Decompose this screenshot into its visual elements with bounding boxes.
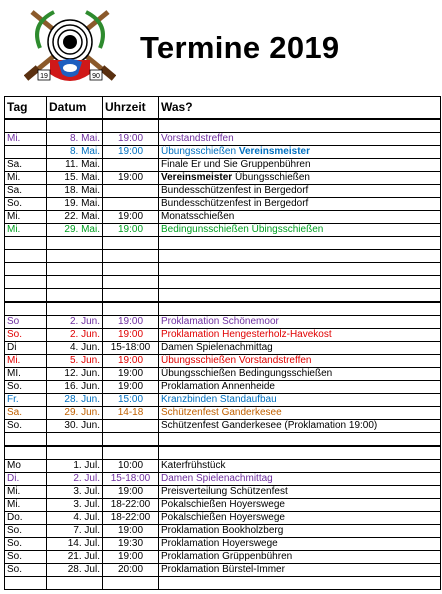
svg-text:90: 90	[92, 73, 100, 80]
header-uhrzeit: Uhrzeit	[103, 97, 159, 120]
cell-datum: 11. Mai.	[47, 159, 103, 172]
table-row	[5, 133, 441, 146]
cell-datum: 4. Jun.	[47, 342, 103, 355]
cell-tag: Mi.	[5, 172, 47, 185]
cell-was	[159, 460, 441, 473]
table-row	[5, 329, 441, 342]
event-text: Übungsschießen	[234, 172, 310, 183]
cell-tag: Mi.	[5, 355, 47, 368]
cell-datum: 15. Mai.	[47, 172, 103, 185]
cell-uhrzeit	[103, 276, 159, 289]
table-row	[5, 538, 441, 551]
cell-uhrzeit: 15-18:00	[103, 473, 159, 486]
cell-uhrzeit: 19:00	[103, 224, 159, 237]
cell-uhrzeit: 10:00	[103, 460, 159, 473]
cell-datum	[47, 263, 103, 276]
cell-was	[159, 577, 441, 590]
cell-tag: Do.	[5, 512, 47, 525]
cell-was	[159, 263, 441, 276]
cell-datum	[47, 433, 103, 447]
cell-tag: Di.	[5, 473, 47, 486]
table-row	[5, 198, 441, 211]
cell-uhrzeit: 19:00	[103, 525, 159, 538]
club-crest-icon	[24, 4, 116, 90]
cell-uhrzeit	[103, 433, 159, 447]
table-row	[5, 460, 441, 473]
cell-uhrzeit	[103, 577, 159, 590]
table-row	[5, 159, 441, 172]
event-text: Vorstandstreffen	[161, 133, 234, 144]
cell-tag: Mo	[5, 460, 47, 473]
club-logo	[24, 4, 116, 90]
event-text: Finale Er und Sie Gruppenbühren	[161, 159, 311, 170]
schedule-table	[4, 96, 441, 590]
cell-was	[159, 289, 441, 303]
event-text: Bedingunsschießen Übingsschießen	[161, 224, 324, 235]
header-tag: Tag	[5, 97, 47, 120]
event-text: Monatsschießen	[161, 211, 235, 222]
event-text: Proklamation Grüppenbühren	[161, 551, 293, 562]
table-row	[5, 486, 441, 499]
cell-uhrzeit	[103, 289, 159, 303]
schedule-sheet	[4, 96, 440, 590]
cell-uhrzeit: 14-18	[103, 407, 159, 420]
cell-tag: So	[5, 316, 47, 329]
cell-tag: Fr.	[5, 394, 47, 407]
cell-tag: So.	[5, 551, 47, 564]
cell-tag: Sa.	[5, 159, 47, 172]
cell-tag	[5, 237, 47, 250]
cell-datum: 30. Jun.	[47, 420, 103, 433]
cell-uhrzeit: 15-18:00	[103, 342, 159, 355]
cell-datum: 28. Jun.	[47, 394, 103, 407]
header-datum: Datum	[47, 97, 103, 120]
cell-was	[159, 302, 441, 316]
cell-tag: So.	[5, 381, 47, 394]
event-highlight: Vereinsmeister	[161, 172, 233, 183]
cell-tag	[5, 263, 47, 276]
cell-uhrzeit: 19:00	[103, 133, 159, 146]
cell-datum: 8. Mai.	[47, 146, 103, 159]
cell-tag: MI.	[5, 368, 47, 381]
table-row	[5, 525, 441, 538]
event-text: Pokalschießen Hoyerswege	[161, 499, 285, 510]
cell-tag: Sa.	[5, 407, 47, 420]
cell-datum: 21. Jul.	[47, 551, 103, 564]
cell-datum: 14. Jul.	[47, 538, 103, 551]
cell-was	[159, 407, 441, 420]
event-text: Bundesschützenfest in Bergedorf	[161, 198, 309, 209]
cell-was	[159, 119, 441, 133]
cell-was	[159, 133, 441, 146]
table-row	[5, 224, 441, 237]
cell-tag: So.	[5, 564, 47, 577]
table-row	[5, 499, 441, 512]
table-row	[5, 263, 441, 276]
table-row	[5, 577, 441, 590]
cell-datum: 3. Jul.	[47, 499, 103, 512]
cell-tag	[5, 577, 47, 590]
cell-uhrzeit: 19:30	[103, 538, 159, 551]
cell-tag: So.	[5, 329, 47, 342]
cell-uhrzeit	[103, 237, 159, 250]
cell-was	[159, 512, 441, 525]
cell-datum	[47, 302, 103, 316]
cell-was	[159, 342, 441, 355]
table-row	[5, 368, 441, 381]
cell-uhrzeit	[103, 263, 159, 276]
event-text: Übungsschießen Vorstandstreffen	[161, 355, 312, 366]
table-row	[5, 172, 441, 185]
cell-tag: Mi.	[5, 133, 47, 146]
cell-was	[159, 525, 441, 538]
cell-uhrzeit: 19:00	[103, 146, 159, 159]
cell-datum: 3. Jul.	[47, 486, 103, 499]
cell-tag	[5, 276, 47, 289]
cell-datum: 18. Mai.	[47, 185, 103, 198]
table-row	[5, 342, 441, 355]
cell-tag: Di	[5, 342, 47, 355]
table-row	[5, 119, 441, 133]
event-text: Bundesschützenfest in Bergedorf	[161, 185, 309, 196]
table-row	[5, 473, 441, 486]
cell-datum: 12. Jun.	[47, 368, 103, 381]
table-row	[5, 407, 441, 420]
table-row	[5, 381, 441, 394]
table-row	[5, 146, 441, 159]
cell-uhrzeit: 19:00	[103, 551, 159, 564]
cell-tag	[5, 289, 47, 303]
table-row	[5, 446, 441, 460]
cell-uhrzeit	[103, 159, 159, 172]
event-text: Proklamation Bürstel-Immer	[161, 564, 285, 575]
cell-uhrzeit	[103, 198, 159, 211]
event-text: Pokalschießen Hoyerswege	[161, 512, 285, 523]
cell-datum	[47, 237, 103, 250]
cell-datum: 5. Jun.	[47, 355, 103, 368]
table-row	[5, 302, 441, 316]
cell-uhrzeit	[103, 119, 159, 133]
cell-datum: 7. Jul.	[47, 525, 103, 538]
cell-was	[159, 394, 441, 407]
cell-datum: 28. Jul.	[47, 564, 103, 577]
cell-uhrzeit	[103, 250, 159, 263]
cell-datum: 16. Jun.	[47, 381, 103, 394]
cell-datum: 29. Jun.	[47, 407, 103, 420]
cell-was	[159, 433, 441, 447]
cell-uhrzeit: 19:00	[103, 368, 159, 381]
cell-uhrzeit	[103, 420, 159, 433]
cell-datum: 29. Mai.	[47, 224, 103, 237]
cell-was	[159, 355, 441, 368]
cell-was	[159, 146, 441, 159]
cell-uhrzeit: 19:00	[103, 355, 159, 368]
cell-was	[159, 159, 441, 172]
svg-text:19: 19	[40, 73, 48, 80]
cell-uhrzeit: 19:00	[103, 211, 159, 224]
cell-tag	[5, 433, 47, 447]
cell-was	[159, 564, 441, 577]
cell-tag: Mi.	[5, 224, 47, 237]
table-row	[5, 185, 441, 198]
cell-tag: Mi.	[5, 486, 47, 499]
cell-was	[159, 538, 441, 551]
cell-datum	[47, 446, 103, 460]
cell-tag	[5, 302, 47, 316]
cell-uhrzeit	[103, 185, 159, 198]
cell-was	[159, 499, 441, 512]
event-text: Schützenfest Ganderkesee	[161, 407, 282, 418]
header-row	[5, 97, 441, 120]
table-row	[5, 316, 441, 329]
cell-tag: So.	[5, 538, 47, 551]
cell-datum	[47, 250, 103, 263]
table-row	[5, 394, 441, 407]
cell-was	[159, 473, 441, 486]
event-text: Damen Spielenachmittag	[161, 342, 273, 353]
cell-tag: So.	[5, 420, 47, 433]
table-row	[5, 289, 441, 303]
event-text: Proklamation Bookholzberg	[161, 525, 284, 536]
cell-tag: So.	[5, 525, 47, 538]
table-row	[5, 211, 441, 224]
table-row	[5, 512, 441, 525]
table-row	[5, 237, 441, 250]
cell-was	[159, 551, 441, 564]
event-text: Proklamation Annenheide	[161, 381, 275, 392]
event-text: Proklamation Hoyerswege	[161, 538, 278, 549]
cell-uhrzeit: 18-22:00	[103, 512, 159, 525]
cell-was	[159, 446, 441, 460]
event-text: Damen Spielenachmittag	[161, 473, 273, 484]
event-text: Übungsschießen Bedingungsschießen	[161, 368, 333, 379]
cell-datum	[47, 276, 103, 289]
cell-was	[159, 276, 441, 289]
cell-was	[159, 198, 441, 211]
cell-datum	[47, 119, 103, 133]
table-row	[5, 420, 441, 433]
cell-was	[159, 316, 441, 329]
cell-datum: 2. Jun.	[47, 329, 103, 342]
cell-was	[159, 368, 441, 381]
page-title: Termine 2019	[140, 30, 340, 65]
event-text: Übungsschießen	[161, 146, 237, 157]
cell-uhrzeit: 19:00	[103, 172, 159, 185]
table-row	[5, 564, 441, 577]
table-row	[5, 276, 441, 289]
event-text: Proklamation Schönemoor	[161, 316, 279, 327]
cell-was	[159, 211, 441, 224]
cell-datum: 22. Mai.	[47, 211, 103, 224]
cell-datum: 1. Jul.	[47, 460, 103, 473]
cell-was	[159, 172, 441, 185]
cell-uhrzeit: 18-22:00	[103, 499, 159, 512]
table-row	[5, 250, 441, 263]
event-text: Proklamation Hengesterholz-Havekost	[161, 329, 332, 340]
cell-tag: So.	[5, 198, 47, 211]
table-row	[5, 551, 441, 564]
cell-was	[159, 224, 441, 237]
event-highlight: Vereinsmeister	[238, 146, 310, 157]
cell-tag: Mi.	[5, 211, 47, 224]
cell-was	[159, 185, 441, 198]
cell-was	[159, 329, 441, 342]
cell-uhrzeit: 19:00	[103, 329, 159, 342]
event-text: Katerfrühstück	[161, 460, 226, 471]
event-text: Preisverteilung Schützenfest	[161, 486, 288, 497]
table-row	[5, 433, 441, 447]
cell-uhrzeit: 15:00	[103, 394, 159, 407]
cell-was	[159, 420, 441, 433]
cell-tag	[5, 119, 47, 133]
cell-was	[159, 250, 441, 263]
cell-datum	[47, 289, 103, 303]
header-was: Was?	[159, 97, 441, 120]
cell-datum: 2. Jul.	[47, 473, 103, 486]
event-text: Schützenfest Ganderkesee (Proklamation 19:00)	[161, 420, 378, 431]
cell-datum: 4. Jul.	[47, 512, 103, 525]
cell-uhrzeit	[103, 446, 159, 460]
cell-tag: Mi.	[5, 499, 47, 512]
cell-tag	[5, 146, 47, 159]
cell-tag	[5, 250, 47, 263]
cell-datum: 2. Jun.	[47, 316, 103, 329]
cell-tag	[5, 446, 47, 460]
cell-was	[159, 381, 441, 394]
table-row	[5, 355, 441, 368]
cell-datum: 8. Mai.	[47, 133, 103, 146]
cell-uhrzeit: 19:00	[103, 486, 159, 499]
cell-uhrzeit	[103, 302, 159, 316]
cell-datum: 19. Mai.	[47, 198, 103, 211]
cell-uhrzeit: 20:00	[103, 564, 159, 577]
cell-uhrzeit: 19:00	[103, 381, 159, 394]
cell-tag: Sa.	[5, 185, 47, 198]
cell-was	[159, 486, 441, 499]
event-text: Kranzbinden Standaufbau	[161, 394, 277, 405]
cell-was	[159, 237, 441, 250]
cell-uhrzeit: 19:00	[103, 316, 159, 329]
cell-datum	[47, 577, 103, 590]
